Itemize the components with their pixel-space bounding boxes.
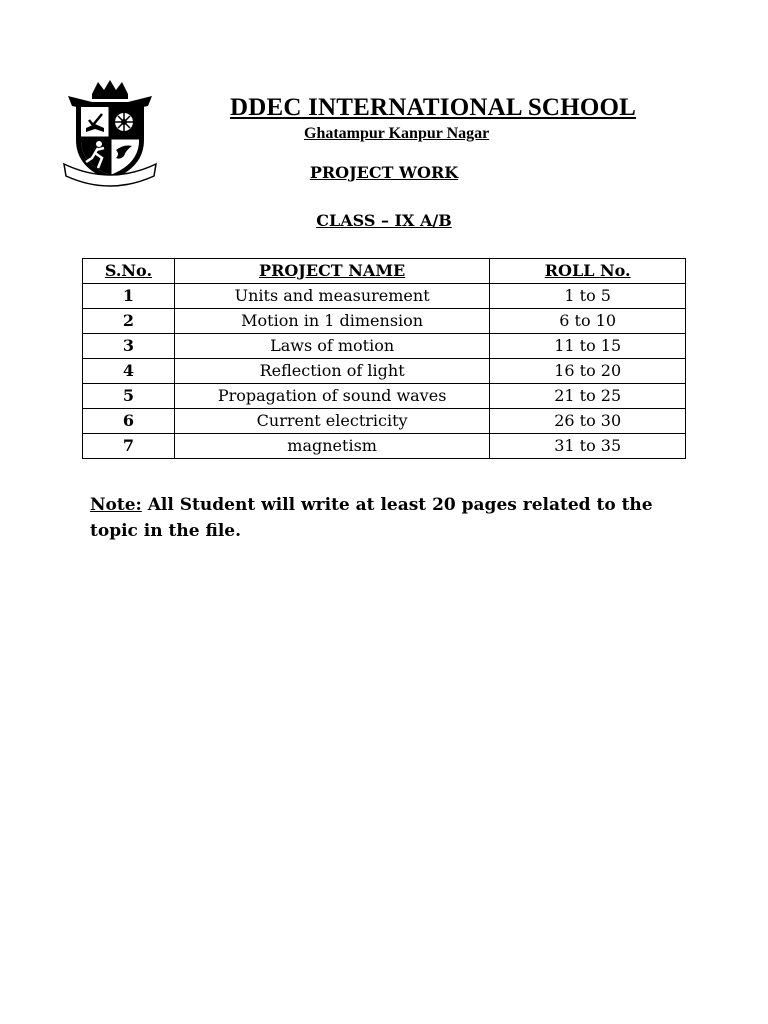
row-sno: 2 [83, 309, 175, 334]
row-project-name: Motion in 1 dimension [174, 309, 489, 334]
table-row [83, 359, 686, 384]
row-project-name: Propagation of sound waves [174, 384, 489, 409]
row-roll-range: 6 to 10 [490, 309, 686, 334]
row-project-name: Laws of motion [174, 334, 489, 359]
row-project-name: magnetism [174, 434, 489, 459]
table-row [83, 284, 686, 309]
row-sno: 4 [83, 359, 175, 384]
column-header-roll-no: ROLL No. [490, 259, 686, 284]
row-roll-range: 16 to 20 [490, 359, 686, 384]
column-header-sno: S.No. [83, 259, 175, 284]
table-row [83, 384, 686, 409]
row-roll-range: 1 to 5 [490, 284, 686, 309]
row-roll-range: 31 to 35 [490, 434, 686, 459]
row-roll-range: 21 to 25 [490, 384, 686, 409]
table-row [83, 334, 686, 359]
row-sno: 3 [83, 334, 175, 359]
school-name: DDEC INTERNATIONAL SCHOOL [230, 94, 637, 121]
row-sno: 1 [83, 284, 175, 309]
row-project-name: Units and measurement [174, 284, 489, 309]
class-heading: CLASS – IX A/B [316, 211, 452, 230]
document-title: PROJECT WORK [309, 163, 459, 182]
project-table [82, 258, 686, 459]
row-sno: 7 [83, 434, 175, 459]
table-row [83, 409, 686, 434]
column-header-project-name: PROJECT NAME [174, 259, 489, 284]
note-label: Note: [90, 495, 142, 515]
school-address: Ghatampur Kanpur Nagar [304, 125, 490, 142]
row-roll-range: 26 to 30 [490, 409, 686, 434]
note-paragraph [90, 492, 690, 544]
table-row [83, 434, 686, 459]
row-project-name: Reflection of light [174, 359, 489, 384]
row-sno: 5 [83, 384, 175, 409]
note-text: All Student will write at least 20 pages related to the topic in the file. [90, 495, 653, 541]
row-roll-range: 11 to 15 [490, 334, 686, 359]
table-header-row [83, 259, 686, 284]
table-row [83, 309, 686, 334]
row-sno: 6 [83, 409, 175, 434]
row-project-name: Current electricity [174, 409, 489, 434]
